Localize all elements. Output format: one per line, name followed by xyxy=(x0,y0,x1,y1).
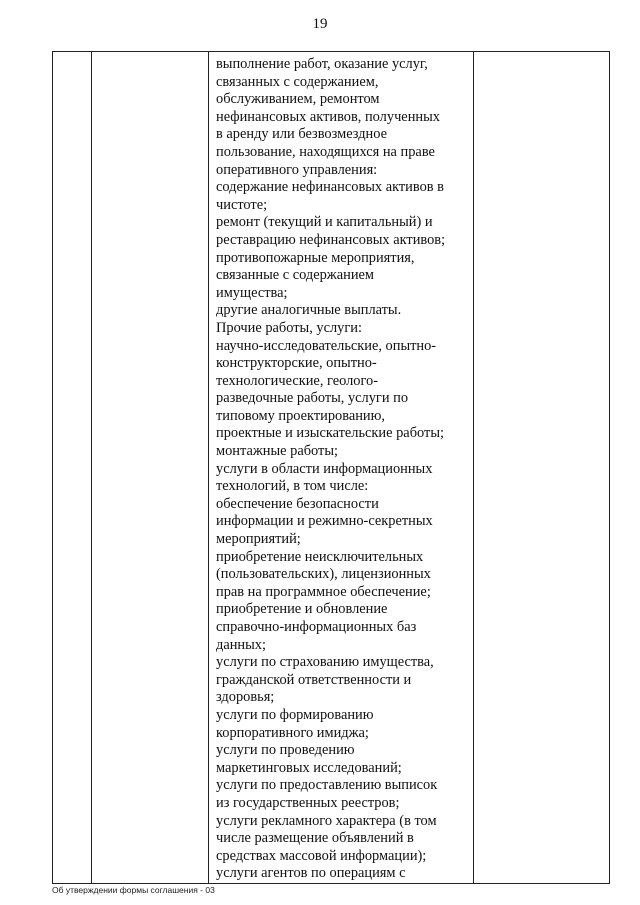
empty-cell-2 xyxy=(92,52,209,884)
text-line: проектные и изыскательские работы; xyxy=(216,425,444,442)
description-text xyxy=(216,56,473,883)
text-line: данных; xyxy=(216,636,266,653)
text-line: справочно-информационных баз xyxy=(216,619,417,635)
text-line: обслуживанием, ремонтом xyxy=(216,91,380,108)
text-line: реставрацию нефинансовых активов; xyxy=(216,231,446,248)
text-line: связанные с содержанием xyxy=(216,267,375,284)
text-line: монтажные работы; xyxy=(216,443,339,460)
text-line: конструкторские, опытно- xyxy=(216,355,377,372)
text-line: технологий, в том числе: xyxy=(216,478,369,495)
text-line: числе размещение объявлений в xyxy=(216,830,414,847)
text-line: услуги в области информационных xyxy=(216,460,433,477)
text-line: чистоте; xyxy=(216,196,268,213)
text-line: противопожарные мероприятия, xyxy=(216,249,415,266)
text-line: маркетинговых исследований; xyxy=(216,759,402,776)
table-row xyxy=(53,52,610,884)
footer-caption: Об утверждении формы соглашения - 03 xyxy=(52,885,215,895)
text-line: из государственных реестров; xyxy=(216,794,400,811)
text-line: здоровья; xyxy=(216,689,275,706)
text-line: связанных с содержанием, xyxy=(216,73,379,90)
text-line: в аренду или безвозмездное xyxy=(216,126,387,143)
empty-cell-4 xyxy=(474,52,610,884)
text-line: (пользовательских), лицензионных xyxy=(216,566,431,583)
text-line: Прочие работы, услуги: xyxy=(216,319,362,336)
text-line: услуги по формированию xyxy=(216,706,374,723)
text-line: прав на программное обеспечение; xyxy=(216,583,431,600)
text-line: другие аналогичные выплаты. xyxy=(216,302,402,319)
text-line: обеспечение безопасности xyxy=(216,495,379,512)
text-line: средствах массовой информации); xyxy=(216,847,427,864)
text-line: услуги агентов по операциям с xyxy=(216,865,406,882)
text-line: приобретение неисключительных xyxy=(216,548,424,565)
text-line: гражданской ответственности и xyxy=(216,671,412,688)
page-number: 19 xyxy=(312,16,328,32)
text-line: ремонт (текущий и капитальный) и xyxy=(216,214,433,231)
text-line: приобретение и обновление xyxy=(216,601,388,618)
text-line: информации и режимно-секретных xyxy=(216,513,433,530)
text-line: нефинансовых активов, полученных xyxy=(216,108,440,125)
text-line: услуги рекламного характера (в том xyxy=(216,812,437,829)
text-line: разведочные работы, услуги по xyxy=(216,390,409,407)
document-table xyxy=(52,51,610,884)
description-cell xyxy=(209,52,474,884)
text-line: пользование, находящихся на праве xyxy=(216,143,435,160)
text-line: мероприятий; xyxy=(216,531,301,548)
text-line: типовому проектированию, xyxy=(216,407,385,424)
text-line: выполнение работ, оказание услуг, xyxy=(216,56,428,72)
text-line: научно-исследовательские, опытно- xyxy=(216,337,437,354)
empty-cell-1 xyxy=(53,52,92,884)
text-line: оперативного управления: xyxy=(216,161,378,178)
text-line: содержание нефинансовых активов в xyxy=(216,179,444,196)
text-line: имущества; xyxy=(216,284,288,301)
text-line: услуги по предоставлению выписок xyxy=(216,777,438,794)
text-line: технологические, геолого- xyxy=(216,372,379,389)
text-line: корпоративного имиджа; xyxy=(216,724,369,741)
text-line: услуги по проведению xyxy=(216,742,355,759)
text-line: услуги по страхованию имущества, xyxy=(216,654,434,671)
